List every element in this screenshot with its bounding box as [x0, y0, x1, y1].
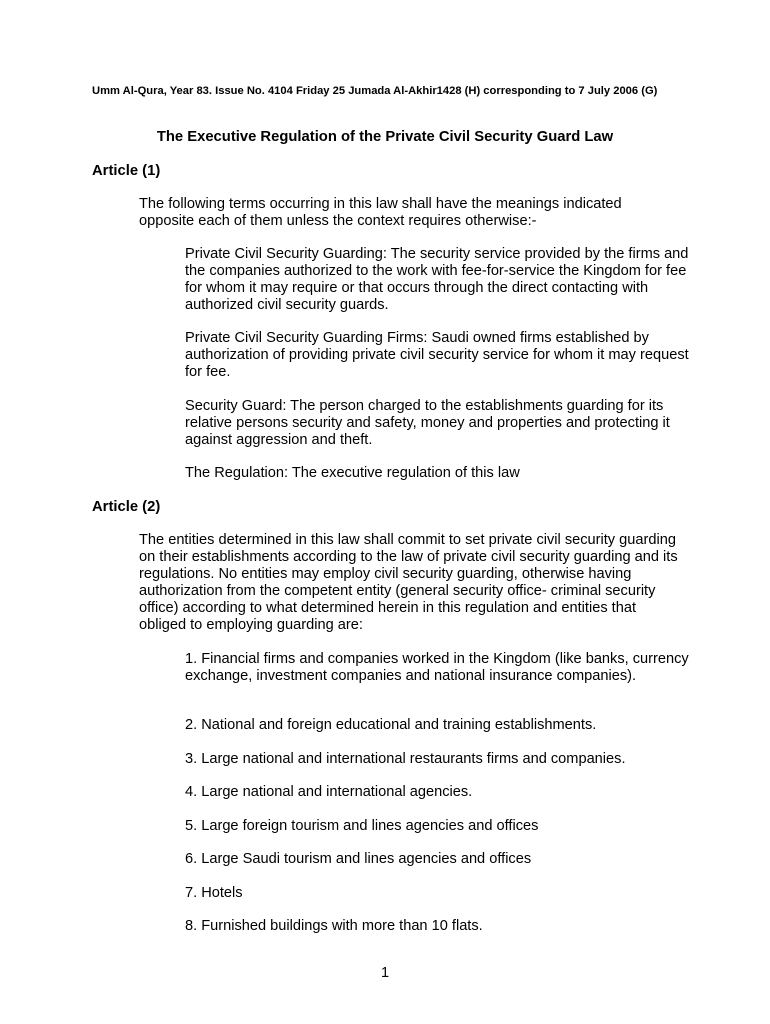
list-item: 8. Furnished buildings with more than 10 flats. [185, 918, 483, 934]
gazette-citation: Umm Al-Qura, Year 83. Issue No. 4104 Friday 25 Jumada Al-Akhir1428 (H) corresponding to 7 July 2006 (G) [92, 85, 658, 97]
list-item: 4. Large national and international agencies. [185, 784, 473, 800]
page-number: 1 [380, 965, 390, 981]
list-item: 6. Large Saudi tourism and lines agencies and offices [185, 851, 532, 867]
document-title: The Executive Regulation of the Private Civil Security Guard Law [156, 129, 614, 145]
list-item: 2. National and foreign educational and training establishments. [185, 717, 597, 733]
list-item: 1. Financial firms and companies worked in the Kingdom (like banks, currency exchange, investment companies and national insurance companies). [185, 651, 689, 684]
list-item: 5. Large foreign tourism and lines agencies and offices [185, 818, 539, 834]
definition-security-guard: Security Guard: The person charged to the establishments guarding for its relative persons security and safety, money and properties and protecting it against aggression and theft. [185, 398, 670, 448]
article-1-intro: The following terms occurring in this law shall have the meanings indicated opposite each of them unless the context requires otherwise:- [139, 196, 622, 229]
definition-private-civil-security-guarding: Private Civil Security Guarding: The security service provided by the firms and the companies authorized to the work with fee-for-service the Kingdom for fee for whom it may require or that occurs through the direct contacting with authorized civil security guards. [185, 246, 689, 313]
article-2-heading: Article (2) [92, 499, 161, 515]
definition-guarding-firms: Private Civil Security Guarding Firms: Saudi owned firms established by authorization of providing private civil security service for whom it may request for fee. [185, 330, 689, 380]
list-item: 7. Hotels [185, 885, 243, 901]
article-1-heading: Article (1) [92, 163, 161, 179]
article-2-intro: The entities determined in this law shall commit to set private civil security guarding on their establishments according to the law of private civil security guarding and its regulations. No entities may employ civil security guarding, otherwise having authorization from the competent entity (general security office- criminal security office) according to what determined herein in this regulation and entities that obliged to employing guarding are: [139, 532, 678, 633]
definition-regulation: The Regulation: The executive regulation of this law [185, 465, 520, 481]
list-item: 3. Large national and international restaurants firms and companies. [185, 751, 626, 767]
